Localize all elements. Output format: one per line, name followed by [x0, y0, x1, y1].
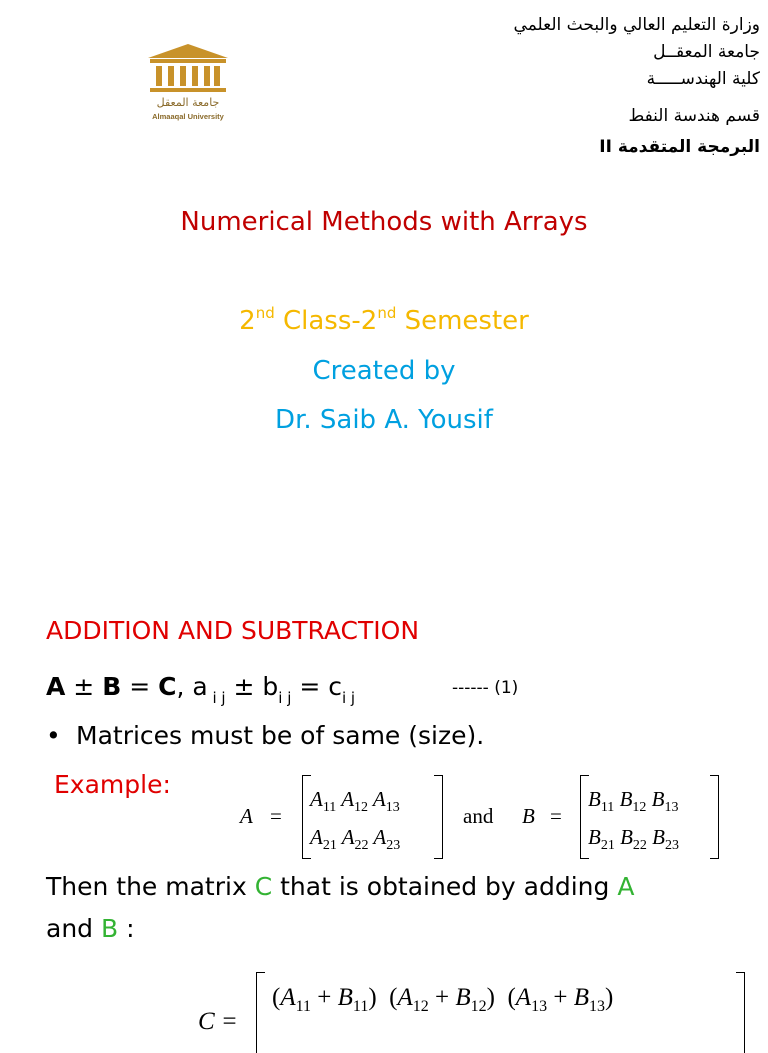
section-heading: ADDITION AND SUBTRACTION: [46, 616, 420, 645]
example-label: Example:: [54, 770, 171, 799]
university-logo: [140, 42, 236, 126]
logo-english-text: Almaaqal University: [152, 112, 224, 121]
result-row-1: $(A_{11} + B_{11}) (A_{12} + B_{12}) (A_{13} + B_{13})$: [272, 984, 614, 1015]
bullet-icon: •: [46, 721, 61, 750]
highlight-a: A: [617, 872, 635, 901]
matrix-a-right-bracket: [434, 775, 443, 859]
semester-text: Semester: [396, 306, 529, 336]
eq-element-a: , a: [176, 672, 208, 701]
eq-equals: =: [121, 672, 159, 701]
eq-sub-c: i j: [341, 689, 356, 707]
college-name: كلية الهندســـــة: [646, 69, 760, 89]
semester-suffix: nd: [377, 304, 397, 322]
matrix-b-right-bracket: [710, 775, 719, 859]
created-by-label: Created by: [312, 356, 456, 386]
addition-equation: [46, 672, 746, 707]
matrix-b-equals: =: [550, 804, 562, 828]
class-suffix: nd: [255, 304, 275, 322]
result-right-bracket: [736, 972, 745, 1053]
class-number: 2: [239, 306, 256, 336]
eq-sub-a: i j: [207, 689, 226, 707]
eq-element-b: ± b: [225, 672, 279, 701]
result-matrix: [198, 970, 758, 1040]
university-name: جامعة المعقــل: [653, 42, 760, 62]
matrix-a-equals: =: [270, 804, 282, 828]
page-title: Numerical Methods with Arrays: [180, 207, 588, 237]
result-left-bracket: [256, 972, 265, 1053]
ministry-name: وزارة التعليم العالي والبحث العلمي: [513, 15, 760, 35]
eq-sub-b: i j: [278, 689, 292, 707]
eq-matrix-b: B: [102, 672, 122, 701]
logo-arabic-text: جامعة المعقل: [156, 96, 220, 109]
matrix-a-name: A: [240, 804, 253, 828]
matrix-a-row-2: $A_{21}$ $A_{22}$ $A_{23}$: [310, 825, 401, 853]
eq-matrix-a: A: [46, 672, 66, 701]
and-word: and: [463, 804, 494, 828]
institution-header: [420, 12, 760, 161]
highlight-b: B: [100, 914, 119, 943]
matrix-b-row-1: $B_{11}$ $B_{12}$ $B_{13}$: [588, 787, 679, 815]
eq-matrix-c: C: [158, 672, 177, 701]
matrix-b-row-2: $B_{21}$ $B_{22}$ $B_{23}$: [588, 825, 679, 853]
result-matrix-name: C =: [198, 1008, 238, 1035]
explanation-text: Then the matrix C that is obtained by adding A and B :: [46, 872, 635, 943]
bullet-item: [46, 721, 484, 750]
class-text: Class-2: [274, 306, 378, 336]
course-name: البرمجة المتقدمة II: [599, 137, 760, 157]
eq-plus-minus: ±: [65, 672, 103, 701]
equation-number: ------ (1): [452, 678, 519, 698]
eq-element-c: = c: [291, 672, 342, 701]
matrix-a-row-1: $A_{11}$ $A_{12}$ $A_{13}$: [310, 787, 400, 815]
temple-icon: [140, 42, 236, 96]
bullet-text: Matrices must be of same (size).: [76, 721, 485, 750]
department-name: قسم هندسة النفط: [628, 106, 760, 126]
class-semester: [0, 306, 768, 336]
highlight-c: C: [254, 872, 273, 901]
author-name: Dr. Saib A. Yousif: [275, 405, 493, 435]
matrix-b-name: B: [522, 804, 535, 828]
